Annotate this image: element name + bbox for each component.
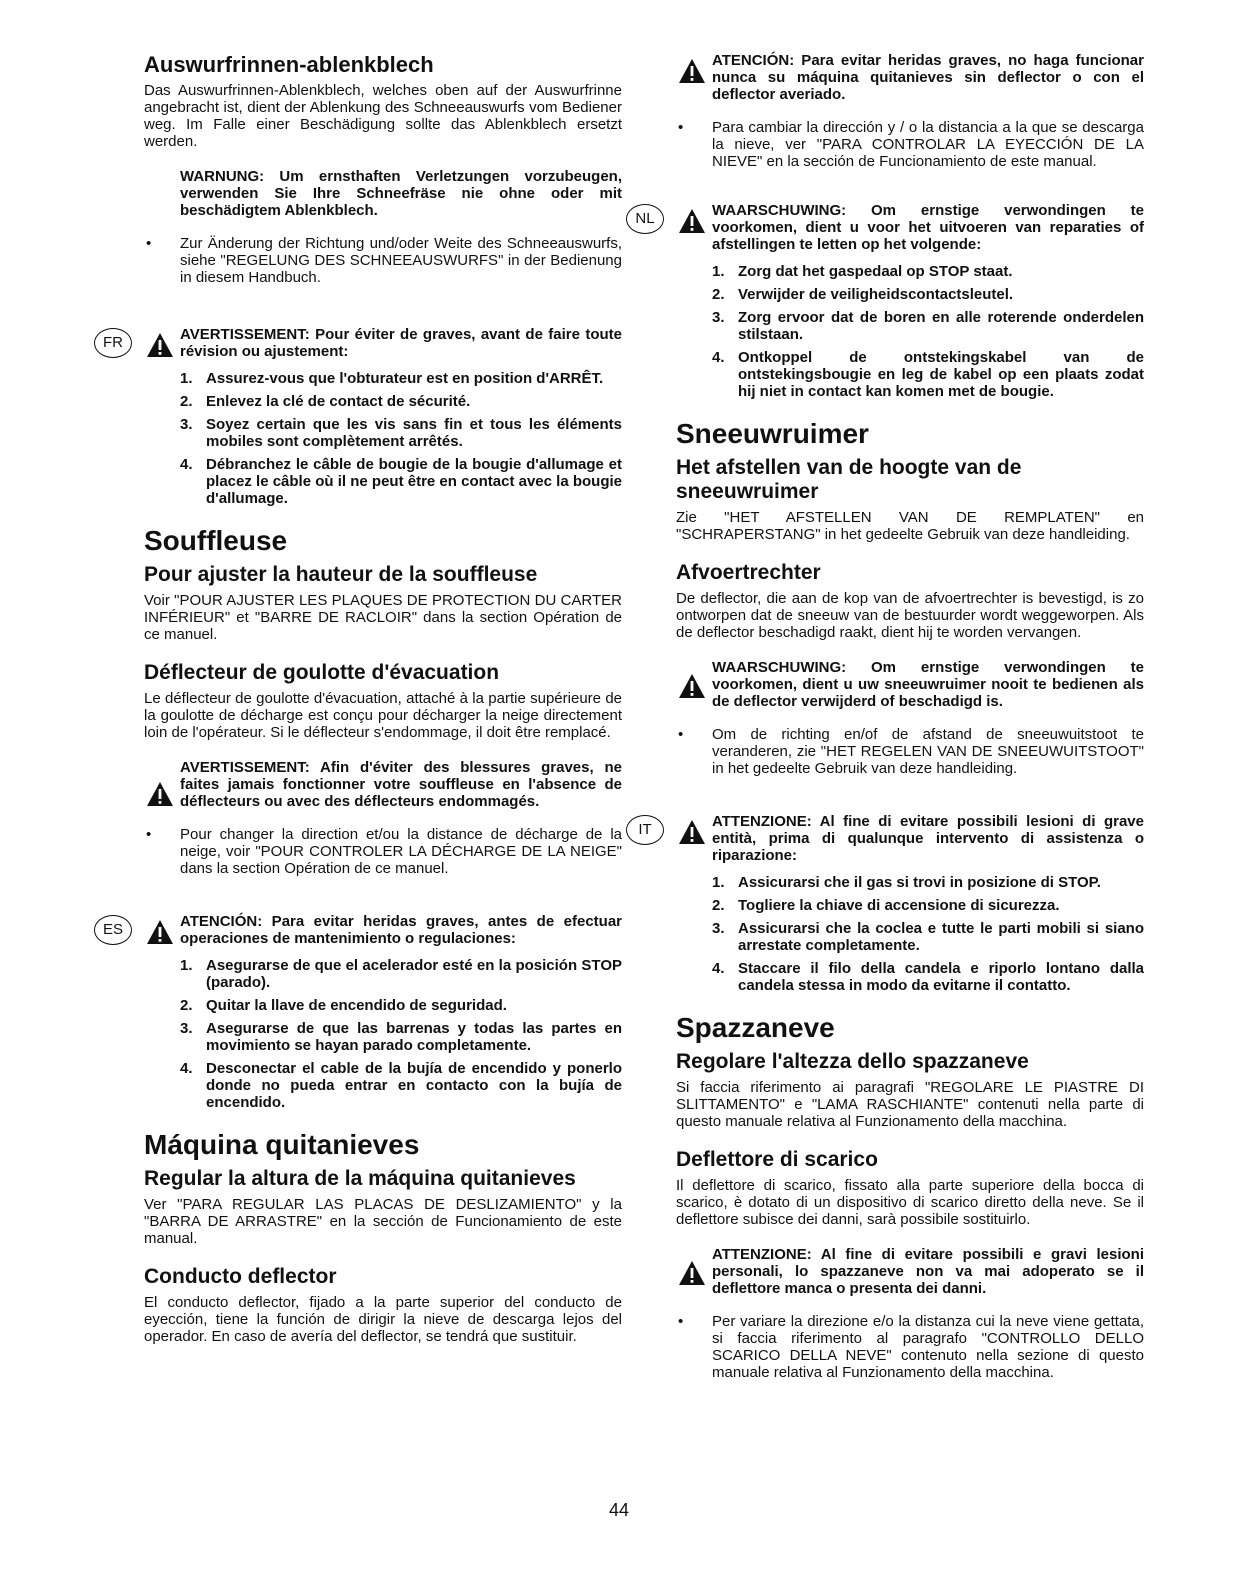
fr-steps bbox=[180, 370, 622, 507]
list-item: 2. Enlevez la clé de contact de sécurité. bbox=[180, 393, 471, 410]
nl-subtitle-height: Het afstellen van de hoogte van de sneeuwruimer bbox=[676, 456, 1022, 503]
it-subtitle-deflector: Deflettore di scarico bbox=[676, 1148, 878, 1171]
warning-triangle-icon bbox=[678, 673, 706, 699]
list-item: 4. Ontkoppel de ontstekingskabel van de ontstekingsbougie en leg de kabel op een plaats zodat hij niet in contact kan komen met de bougie. bbox=[712, 349, 1144, 400]
list-item: 2. Quitar la llave de encendido de seguridad. bbox=[180, 997, 507, 1014]
warning-triangle-icon bbox=[678, 819, 706, 845]
it-body-height: Si faccia riferimento ai paragrafi "REGOLARE LE PIASTRE DI SLITTAMENTO" e "LAMA RASCHIANTE" contenuti nella parte di questo manuale relativa al Funzionamento della macchina. bbox=[676, 1079, 1144, 1130]
it-section-title: Spazzaneve bbox=[676, 1012, 835, 1043]
bullet-icon: • bbox=[678, 119, 684, 136]
it-warning-text: ATTENZIONE: Al fine di evitare possibili lesioni di grave entità, prima di qualunque intervento di assistenza o riparazione: bbox=[712, 813, 1144, 864]
nl-warning-deflector bbox=[676, 659, 1144, 710]
nl-subtitle-deflector: Afvoertrechter bbox=[676, 561, 821, 584]
bullet-icon: • bbox=[678, 1313, 684, 1330]
nl-warning-text: WAARSCHUWING: Om ernstige verwondingen te voorkomen, dient u voor het uitvoeren van reparaties of afstellingen te letten op het volgende: bbox=[712, 202, 1144, 253]
nl-warning bbox=[635, 202, 1144, 253]
fr-body-height: Voir "POUR AJUSTER LES PLAQUES DE PROTECTION DU CARTER INFÉRIEUR" et "BARRE DE RACLOIR" dans la section Opération de ce manuel. bbox=[144, 592, 622, 643]
nl-body-deflector: De deflector, die aan de kop van de afvoertrechter is bevestigd, is zo ontworpen dat de sneeuw van de bestuurder wordt weggeworpen. Als de deflector beschadigd raakt, dient hij te worden vervangen. bbox=[676, 590, 1144, 641]
right-column bbox=[635, 52, 1144, 1399]
es-body-deflector: El conducto deflector, fijado a la parte superior del conducto de eyección, tiene la función de dirigir la nieve de descarga lejos del operador. En caso de avería del deflector, se tendrá que sustituir. bbox=[144, 1294, 622, 1345]
nl-language-badge: NL bbox=[626, 204, 664, 234]
list-item: 3. Zorg ervoor dat de boren en alle roterende onderdelen stilstaan. bbox=[712, 309, 1144, 343]
de-section-title: Auswurfrinnen-ablenkblech bbox=[144, 52, 434, 77]
fr-warning-deflector-text: AVERTISSEMENT: Afin d'éviter des blessures graves, ne faites jamais fonctionner votre souffleuse en l'absence de déflecteurs ou avec des déflecteurs endommagés. bbox=[180, 759, 622, 810]
de-body: Das Auswurfrinnen-Ablenkblech, welches oben auf der Auswurfrinne angebracht ist, dient der Ablenkung des Schneeauswurfs vom Bediener weg. Im Falle einer Beschädigung sollte das Ablenkblech ersetzt werden. bbox=[144, 82, 622, 150]
list-item: 3. Asegurarse de que las barrenas y todas las partes en movimiento se hayan parado completamente. bbox=[180, 1020, 622, 1054]
warning-triangle-icon bbox=[146, 332, 174, 358]
bullet-icon: • bbox=[678, 726, 684, 743]
list-item: 4. Desconectar el cable de la bujía de encendido y ponerlo donde no pueda entrar en contacto con la bujía de encendido. bbox=[180, 1060, 622, 1111]
fr-subtitle-height: Pour ajuster la hauteur de la souffleuse bbox=[144, 563, 538, 586]
fr-section-title: Souffleuse bbox=[144, 525, 288, 556]
es-section-title: Máquina quitanieves bbox=[144, 1129, 420, 1160]
fr-warning-text: AVERTISSEMENT: Pour éviter de graves, avant de faire toute révision ou ajustement: bbox=[180, 326, 622, 360]
warning-triangle-icon bbox=[678, 208, 706, 234]
list-item: 1. Zorg dat het gaspedaal op STOP staat. bbox=[712, 263, 1013, 280]
es-language-badge: ES bbox=[94, 915, 132, 945]
nl-body-height: Zie "HET AFSTELLEN VAN DE REMPLATEN" en "SCHRAPERSTANG" in het gedeelte Gebruik van deze handleiding. bbox=[676, 509, 1144, 543]
list-item: 4. Staccare il filo della candela e riporlo lontano dalla candela stessa in modo da evitarne il contatto. bbox=[712, 960, 1144, 994]
es-warning-deflector bbox=[676, 52, 1144, 103]
nl-section-title: Sneeuwruimer bbox=[676, 418, 869, 449]
de-bullet bbox=[144, 235, 622, 286]
nl-steps bbox=[712, 263, 1144, 400]
es-warning bbox=[102, 913, 622, 947]
fr-warning bbox=[103, 326, 622, 360]
es-bullet-text: Para cambiar la dirección y / o la distancia a la que se descarga la nieve, ver "PARA CONTROLAR LA EYECCIÓN DE LA NIEVE" en la sección de Funcionamiento de este manual. bbox=[712, 119, 1144, 170]
it-bullet-text: Per variare la direzione e/o la distanza cui la neve viene gettata, si faccia riferimento al paragrafo "CONTROLLO DELLO SCARICO DELLA NEVE" contenuto nella sezione di questo manuale relativa al Funzionamento della macchina. bbox=[712, 1313, 1144, 1381]
warning-triangle-icon bbox=[146, 781, 174, 807]
nl-bullet bbox=[676, 726, 1144, 777]
es-warning-deflector-text: ATENCIÓN: Para evitar heridas graves, no haga funcionar nunca su máquina quitanieves sin deflector o con el deflector averiado. bbox=[712, 52, 1144, 103]
left-column bbox=[102, 52, 622, 1363]
list-item: 3. Soyez certain que les vis sans fin et tous les éléments mobiles sont complètement arrêtés. bbox=[180, 416, 622, 450]
list-item: 2. Verwijder de veiligheidscontactsleutel. bbox=[712, 286, 1014, 303]
it-warning bbox=[638, 813, 1144, 864]
es-steps bbox=[180, 957, 622, 1111]
nl-bullet-text: Om de richting en/of de afstand de sneeuwuitstoot te veranderen, zie "HET REGELEN VAN DE SNEEUWUITSTOOT" in het gedeelte Gebruik van deze handleiding. bbox=[712, 726, 1144, 777]
it-language-badge: IT bbox=[626, 815, 664, 845]
bullet-icon: • bbox=[146, 235, 152, 252]
it-warning-deflector bbox=[676, 1246, 1144, 1297]
it-subtitle-height: Regolare l'altezza dello spazzaneve bbox=[676, 1050, 1029, 1073]
list-item: 1. Assicurarsi che il gas si trovi in posizione di STOP. bbox=[712, 874, 1101, 891]
it-body-deflector: Il deflettore di scarico, fissato alla parte superiore della bocca di scarico, è dotato di un dispositivo di scarico diretto della neve. Se il deflettore subisce dei danni, sarà possibile sostituirlo. bbox=[676, 1177, 1144, 1228]
de-warning bbox=[144, 168, 622, 219]
list-item: 2. Togliere la chiave di accensione di sicurezza. bbox=[712, 897, 1060, 914]
fr-subtitle-deflector: Déflecteur de goulotte d'évacuation bbox=[144, 661, 500, 684]
de-warning-text: WARNUNG: Um ernsthaften Verletzungen vorzubeugen, verwenden Sie Ihre Schneefräse nie ohne oder mit beschädigtem Ablenkblech. bbox=[180, 168, 622, 219]
list-item: 3. Assicurarsi che la coclea e tutte le parti mobili si siano arrestate completamente. bbox=[712, 920, 1144, 954]
es-subtitle-height: Regular la altura de la máquina quitanieves bbox=[144, 1167, 576, 1190]
bullet-icon: • bbox=[146, 826, 152, 843]
fr-bullet-text: Pour changer la direction et/ou la distance de décharge de la neige, voir "POUR CONTROLER LA DÉCHARGE DE LA NEIGE" dans la section Opération de ce manuel. bbox=[180, 826, 622, 877]
warning-triangle-icon bbox=[678, 1260, 706, 1286]
de-bullet-text: Zur Änderung der Richtung und/oder Weite des Schneeauswurfs, siehe "REGELUNG DES SCHNEEAUSWURFS" in der Bedienung in diesem Handbuch. bbox=[180, 235, 622, 286]
list-item: 1. Assurez-vous que l'obturateur est en position d'ARRÊT. bbox=[180, 370, 604, 387]
fr-language-badge: FR bbox=[94, 328, 132, 358]
es-bullet bbox=[676, 119, 1144, 170]
list-item: 4. Débranchez le câble de bougie de la bougie d'allumage et placez le câble où il ne peut être en contact avec la bougie d'allumage. bbox=[180, 456, 622, 507]
es-warning-text: ATENCIÓN: Para evitar heridas graves, antes de efectuar operaciones de mantenimiento o regulaciones: bbox=[180, 913, 622, 947]
fr-warning-deflector bbox=[144, 759, 622, 810]
list-item: 1. Asegurarse de que el acelerador esté en la posición STOP (parado). bbox=[180, 957, 622, 991]
page-number: 44 bbox=[608, 1500, 630, 1520]
warning-triangle-icon bbox=[146, 919, 174, 945]
es-subtitle-deflector: Conducto deflector bbox=[144, 1265, 337, 1288]
it-warning-deflector-text: ATTENZIONE: Al fine di evitare possibili e gravi lesioni personali, lo spazzaneve non va mai adoperato se il deflettore manca o presenta dei danni. bbox=[712, 1246, 1144, 1297]
fr-body-deflector: Le déflecteur de goulotte d'évacuation, attaché à la partie supérieure de la goulotte de décharge est conçu pour décharger la neige directement loin de l'opérateur. Si le déflecteur s'endommage, il doit être remplacé. bbox=[144, 690, 622, 741]
it-bullet bbox=[676, 1313, 1144, 1381]
fr-bullet bbox=[144, 826, 622, 877]
it-steps bbox=[712, 874, 1144, 994]
warning-triangle-icon bbox=[678, 58, 706, 84]
es-body-height: Ver "PARA REGULAR LAS PLACAS DE DESLIZAMIENTO" y la "BARRA DE ARRASTRE" en la sección de Funcionamiento de este manual. bbox=[144, 1196, 622, 1247]
nl-warning-deflector-text: WAARSCHUWING: Om ernstige verwondingen te voorkomen, dient u uw sneeuwruimer nooit te bedienen als de deflector verwijderd of beschadigd is. bbox=[712, 659, 1144, 710]
